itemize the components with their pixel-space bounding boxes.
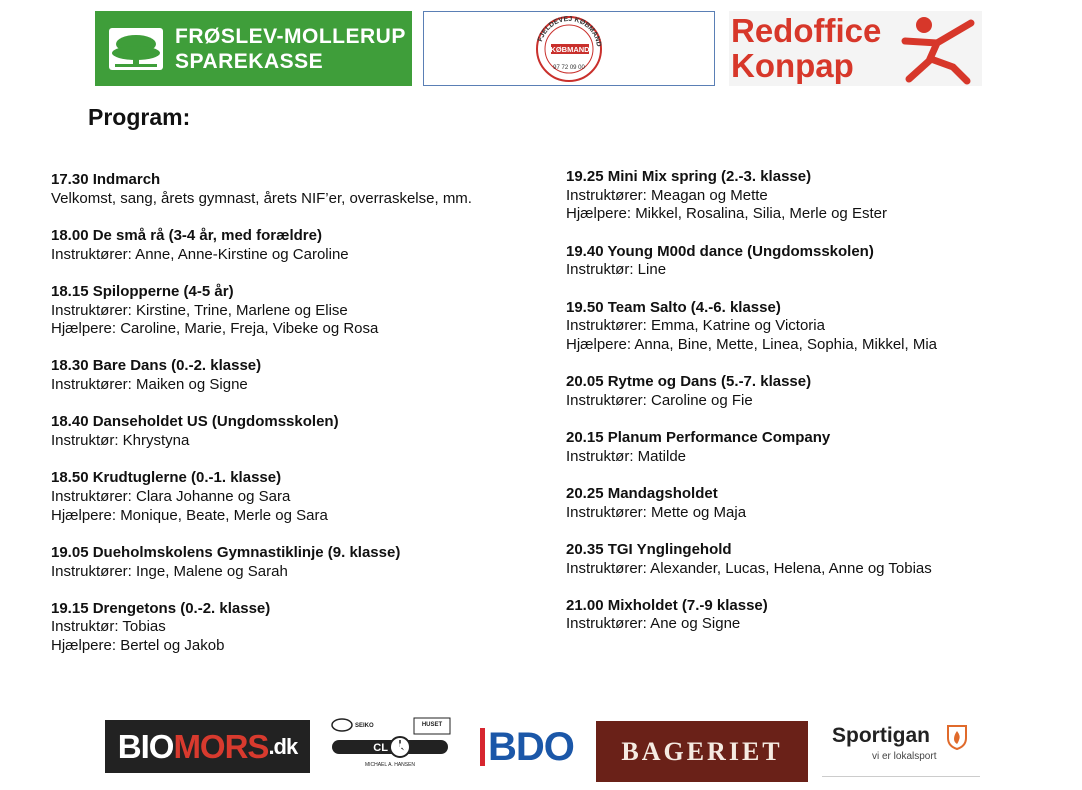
sportigan-name: Sportigan: [832, 724, 930, 747]
program-item-title: 19.15 Drengetons (0.-2. klasse): [51, 599, 271, 617]
program-item-title: 20.35 TGI Ynglingehold: [566, 540, 732, 558]
clock-owner: MICHAEL A. HANSEN: [364, 762, 416, 768]
running-figure-icon: [897, 13, 979, 85]
program-item-detail: Instruktører: Meagan og Mette: [566, 186, 768, 204]
program-item-title: 20.15 Planum Performance Company: [566, 429, 831, 447]
program-item: [51, 357, 571, 394]
redoffice-line2: Konpap: [731, 47, 854, 84]
program-item-title: 21.00 Mixholdet (7.-9 klasse): [566, 596, 768, 614]
kobmand-arc-text: FJELDEVEJ KØBMAND: [537, 15, 602, 47]
program-item-detail: Hjælpere: Mikkel, Rosalina, Silia, Merle og Ester: [566, 205, 887, 223]
program-item: [51, 600, 571, 656]
program-item-title: 18.40 Danseholdet US (Ungdomsskolen): [51, 413, 339, 431]
program-item: [566, 541, 1082, 578]
program-item-title: 20.25 Mandagsholdet: [566, 484, 718, 502]
page-title: Program:: [88, 104, 191, 130]
biomors-part1: BIO: [117, 727, 174, 765]
program-item: [51, 283, 571, 339]
clock-top-right: HUSET: [421, 722, 443, 728]
bdo-logo: [480, 722, 584, 772]
program-item-detail: Instruktører: Emma, Katrine og Victoria: [566, 317, 825, 335]
program-item-detail: Hjælpere: Anna, Bine, Mette, Linea, Sophia, Mikkel, Mia: [566, 335, 938, 353]
program-item: [566, 485, 1082, 522]
sportigan-tagline: vi er lokalsport: [872, 751, 937, 762]
fjeldevej-kobmand-logo: [423, 11, 715, 86]
program-item-title: 18.50 Krudtuglerne (0.-1. klasse): [51, 469, 282, 487]
program-item-detail: Instruktører: Inge, Malene og Sarah: [51, 562, 288, 580]
program-item-title: 18.15 Spilopperne (4-5 år): [51, 282, 234, 300]
froslev-mollerup-sparekasse-logo: [95, 11, 412, 86]
biomors-part3: .dk: [268, 733, 298, 759]
program-item-detail: Instruktører: Kirstine, Trine, Marlene og Elise: [51, 301, 348, 319]
program-item-detail: Velkomst, sang, årets gymnast, årets NIF’er, overraskelse, mm.: [51, 189, 472, 207]
program-item-detail: Hjælpere: Monique, Beate, Merle og Sara: [51, 506, 328, 524]
bdo-text: BDO: [488, 724, 574, 769]
redoffice-line1: Redoffice: [731, 12, 882, 49]
program-item-title: 17.30 Indmarch: [51, 171, 161, 188]
biomors-logo: [105, 720, 310, 773]
program-item-detail: Instruktør: Tobias: [51, 618, 166, 636]
program-item-detail: Instruktører: Alexander, Lucas, Helena, Anne og Tobias: [566, 559, 932, 577]
program-item: [51, 413, 571, 450]
program-item: [51, 469, 571, 525]
program-item-title: 19.05 Dueholmskolens Gymnastiklinje (9. klasse): [51, 543, 401, 561]
program-item-title: 19.40 Young M00d dance (Ungdomsskolen): [566, 242, 874, 260]
kobmand-seal-icon: [523, 14, 615, 84]
program-item-detail: Instruktør: Matilde: [566, 447, 687, 465]
program-item-title: 19.50 Team Salto (4.-6. klasse): [566, 298, 781, 316]
bageriet-text: BAGERIET: [621, 736, 783, 766]
program-item-detail: Instruktører: Caroline og Fie: [566, 391, 753, 409]
program-item-detail: Instruktører: Mette og Maja: [566, 503, 747, 521]
clock-brand: CL CK: [373, 742, 407, 754]
redoffice-konpap-logo: [729, 11, 982, 86]
bdo-red-bar: [480, 728, 485, 766]
program-item: [51, 171, 571, 208]
program-item-detail: Hjælpere: Bertel og Jakob: [51, 637, 225, 655]
program-item: [51, 544, 571, 581]
program-item-detail: Instruktør: Line: [566, 261, 667, 279]
program-column-right: [566, 168, 1082, 653]
program-item: [566, 429, 1082, 466]
biomors-part2: MORS: [173, 727, 269, 765]
froslev-line2: SPAREKASSE: [175, 49, 324, 73]
froslev-line1: FRØSLEV-MOLLERUP: [175, 24, 406, 48]
program-item-detail: Instruktører: Maiken og Signe: [51, 376, 248, 394]
program-item: [566, 243, 1082, 280]
program-item: [51, 227, 571, 264]
clock-top-left: SEIKO: [355, 723, 374, 729]
program-item-title: 18.30 Bare Dans (0.-2. klasse): [51, 357, 262, 375]
program-item-detail: Instruktører: Clara Johanne og Sara: [51, 487, 291, 505]
sportigan-logo: [822, 716, 980, 777]
program-item-detail: Instruktører: Ane og Signe: [566, 615, 741, 633]
flame-shield-icon: [946, 724, 968, 750]
program-item-title: 20.05 Rytme og Dans (5.-7. klasse): [566, 373, 812, 391]
clock-logo-icon: [330, 716, 452, 776]
program-item-detail: Hjælpere: Caroline, Marie, Freja, Vibeke og Rosa: [51, 320, 379, 338]
program-item: [566, 299, 1082, 355]
program-item-title: 19.25 Mini Mix spring (2.-3. klasse): [566, 168, 812, 185]
bageriet-logo: [596, 721, 808, 782]
program-item-detail: Instruktør: Khrystyna: [51, 432, 190, 450]
program-item: [566, 168, 1082, 224]
clock-huset-logo: [330, 716, 452, 776]
kobmand-phone: 97 72 09 00: [553, 64, 585, 71]
kobmand-brand: KØBMAND: [550, 44, 590, 54]
program-item-title: 18.00 De små rå (3-4 år, med forældre): [51, 226, 322, 244]
program-item-detail: Instruktører: Anne, Anne-Kirstine og Caroline: [51, 245, 349, 263]
program-item: [566, 597, 1082, 634]
tree-icon: [105, 24, 167, 74]
program-item: [566, 373, 1082, 410]
program-column-left: [51, 171, 571, 674]
